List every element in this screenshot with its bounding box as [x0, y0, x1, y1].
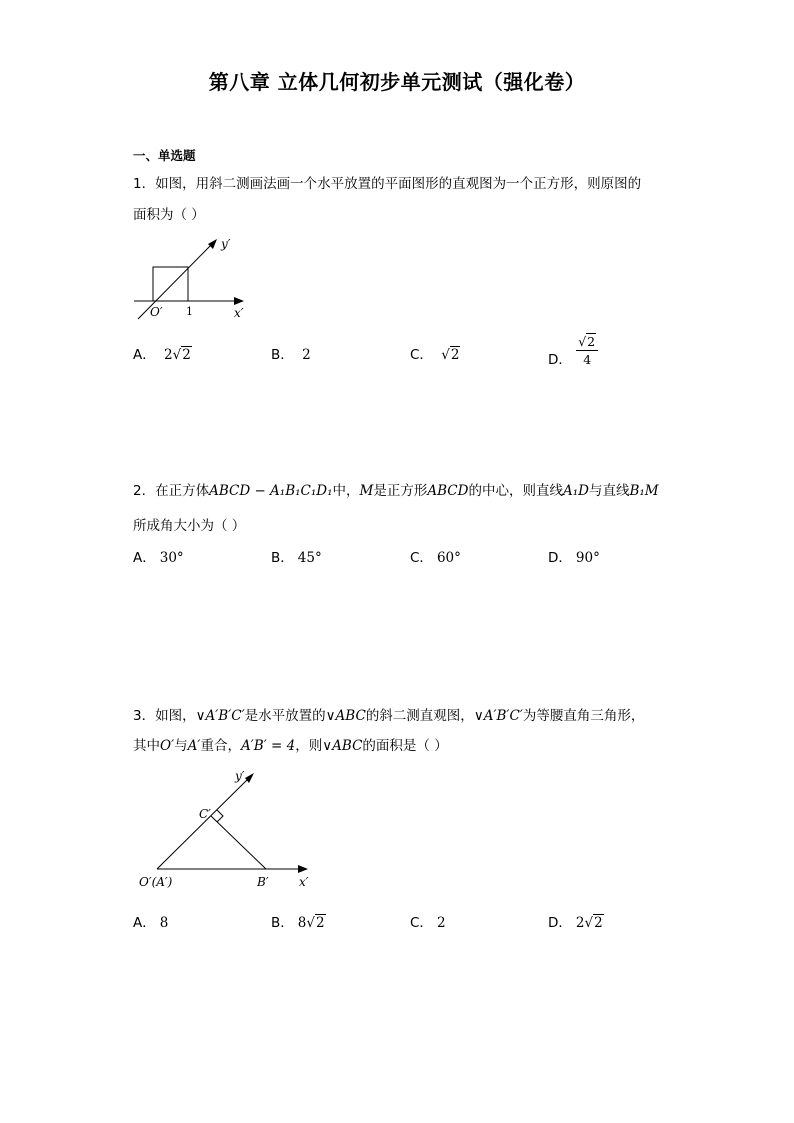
y-axis-line — [157, 776, 251, 869]
fraction: $\frac{√2}{4}$ — [576, 334, 598, 367]
question-3-number: 3． — [133, 708, 156, 724]
question-1-line-2: 面积为（ ） — [133, 207, 205, 223]
question-1-number: 1． — [133, 176, 156, 192]
point-m: M — [359, 483, 374, 499]
question-2-option-a[interactable]: A． 30° — [133, 550, 184, 566]
question-3-figure — [135, 764, 325, 894]
question-3-line-2: 其中O′与A′重合，A′B′ = 4，则∨ABC的面积是（ ） — [133, 738, 448, 754]
radical-sign: √2 — [584, 915, 603, 931]
question-3-option-b[interactable]: B． 8√2 — [271, 915, 325, 931]
x-axis-arrow-icon — [298, 865, 308, 873]
question-1-option-a[interactable]: A． 2√2 — [133, 347, 191, 363]
line-b1m: B₁M — [629, 483, 659, 499]
question-1-option-c[interactable]: C． √2 — [410, 347, 460, 363]
question-3-option-d[interactable]: D． 2√2 — [548, 915, 603, 931]
question-1-figure — [128, 232, 268, 324]
question-2-option-b[interactable]: B． 45° — [271, 550, 322, 566]
tick-label: 1 — [186, 305, 193, 318]
question-2-number: 2． — [133, 483, 156, 499]
origin-label: O′(A′) — [139, 875, 173, 889]
radical-sign: √2 — [172, 347, 191, 363]
x-axis-label: x′ — [299, 875, 309, 889]
origin-label: O′ — [150, 305, 163, 319]
radical-sign: √2 — [306, 915, 325, 931]
y-axis-arrow-icon — [208, 239, 217, 249]
question-2-option-c[interactable]: C． 60° — [410, 550, 461, 566]
y-axis-label: y′ — [221, 237, 231, 251]
intuitive-square — [153, 267, 188, 301]
square-label: ABCD — [427, 483, 469, 499]
question-3-option-a[interactable]: A． 8 — [133, 915, 169, 931]
question-1-line-1 — [133, 172, 641, 192]
x-axis-label: x′ — [234, 306, 244, 320]
question-2-option-d[interactable]: D． 90° — [548, 550, 600, 566]
question-3-line-1: 3．如图，∨A′B′C′是水平放置的∨ABC的斜二测直观图，∨A′B′C′为等腰直角三角形， — [133, 708, 645, 724]
segment-cb — [211, 816, 266, 869]
point-b-label: B′ — [257, 875, 269, 889]
question-2-line-1: 2．在正方体ABCD − A₁B₁C₁D₁中，M是正方形ABCD的中心，则直线A₁D与直线B₁M — [133, 483, 659, 499]
y-axis-arrow-icon — [245, 773, 254, 783]
question-3-option-c[interactable]: C． 2 — [410, 915, 446, 931]
section-heading: 一、单选题 — [133, 148, 196, 163]
radical-sign: √2 — [441, 347, 460, 363]
question-1-stem: 如图，用斜二测画法画一个水平放置的平面图形的直观图为一个正方形，则原图的 — [155, 176, 642, 192]
line-a1d: A₁D — [562, 483, 589, 499]
right-angle-mark — [217, 810, 223, 822]
question-1-option-d[interactable]: D． $\frac{√2}{4}$ — [548, 334, 598, 367]
point-c-label: C′ — [199, 807, 211, 821]
question-1-option-b[interactable]: B． 2 — [271, 347, 311, 363]
page-title: 第八章 立体几何初步单元测试（强化卷） — [208, 70, 586, 94]
x-axis-arrow-icon — [234, 297, 244, 305]
cube-label: ABCD − A₁B₁C₁D₁ — [209, 483, 333, 499]
question-2-line-2: 所成角大小为（ ） — [133, 518, 246, 534]
y-axis-label: y′ — [235, 769, 245, 783]
